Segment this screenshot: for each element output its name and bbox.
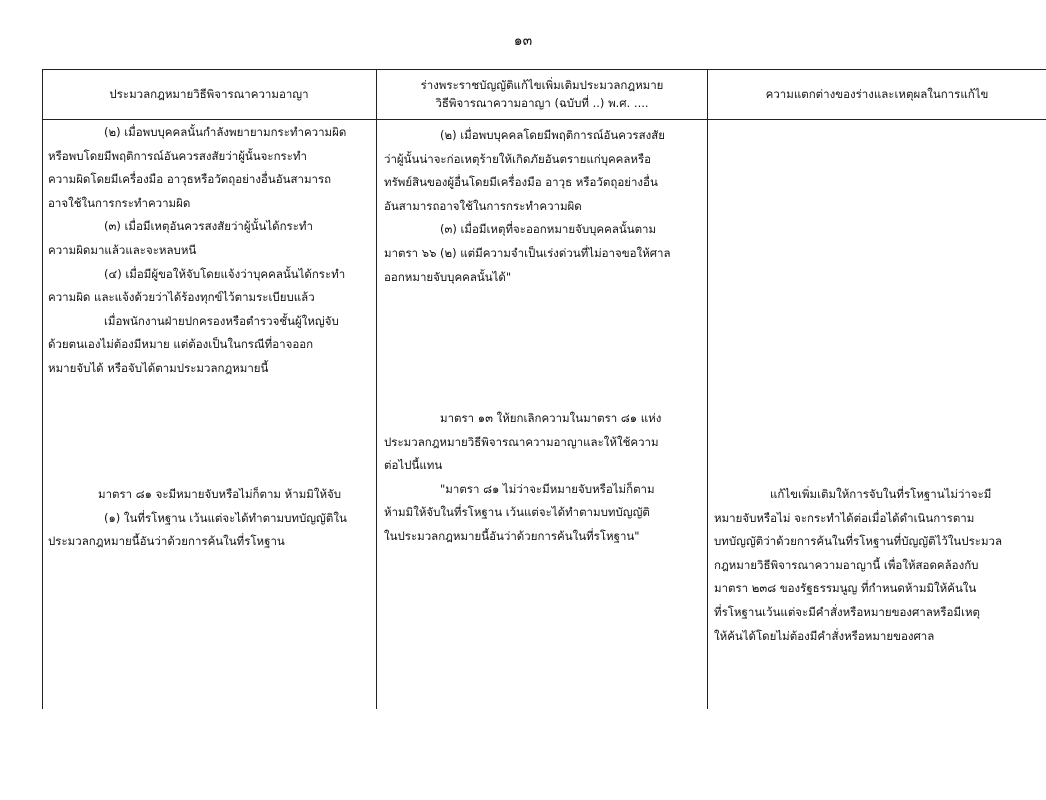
text-line: (๓) เมื่อมีเหตุอันควรสงสัยว่าผู้นั้นได้กระทำ (104, 219, 313, 234)
text-line: แก้ไขเพิ่มเติมให้การจับในที่รโหฐานไม่ว่าจะมี (770, 487, 992, 501)
header-differences-text: ความแตกต่างของร่างและเหตุผลในการแก้ไข (765, 87, 989, 101)
text-line: (๒) เมื่อพบบุคคลโดยมีพฤติการณ์อันควรสงสัย (440, 128, 665, 142)
header-draft-bill-line1: ร่างพระราชบัญญัติแก้ไขเพิ่มเติมประมวลกฎหมาย (420, 78, 664, 92)
text-line: ประมวลกฎหมายวิธีพิจารณาความอาญาและให้ใช้ความ (384, 434, 659, 449)
current-law-section-81 (48, 483, 347, 554)
text-line: ความผิดมาแล้วและจะหลบหนี (48, 242, 197, 257)
text-line: มาตรา ๘๑ จะมีหมายจับหรือไม่ก็ตาม ห้ามมิให้จับ (98, 487, 342, 501)
header-draft-bill-line2: วิธีพิจารณาความอาญา (ฉบับที่ ..) พ.ศ. .... (435, 96, 649, 110)
comparison-table (42, 69, 1046, 709)
page-number: ๑๓ (513, 33, 533, 49)
text-line: มาตรา ๖๖ (๒) แต่มีความจำเป็นเร่งด่วนที่ไม่อาจขอให้ศาล (384, 245, 671, 260)
text-line: ออกหมายจับบุคคลนั้นได้" (384, 269, 512, 284)
text-line: หมายจับหรือไม่ จะกระทำได้ต่อเมื่อได้ดำเนินการตาม (714, 510, 975, 525)
text-line: (๔) เมื่อมีผู้ขอให้จับโดยแจ้งว่าบุคคลนั้นได้กระทำ (104, 266, 346, 281)
text-line: มาตรา ๑๓ ให้ยกเลิกความในมาตรา ๘๑ แห่ง (440, 411, 662, 425)
text-line: อันสามารถอาจใช้ในการกระทำความผิด (384, 198, 582, 213)
text-line: ห้ามมิให้จับในที่รโหฐาน เว้นแต่จะได้ทำตามบทบัญญัติ (384, 505, 650, 520)
text-line: ประมวลกฎหมายนี้อันว่าด้วยการค้นในที่รโหฐาน (48, 534, 285, 549)
text-line: ในประมวลกฎหมายนี้อันว่าด้วยการค้นในที่รโหฐาน" (384, 528, 640, 543)
column-divider-1 (376, 69, 377, 709)
header-differences-reasons (708, 69, 1046, 119)
column-divider-2 (707, 69, 708, 709)
text-line: หมายจับได้ หรือจับได้ตามประมวลกฎหมายนี้ (48, 360, 269, 375)
header-current-law (42, 69, 376, 119)
text-line: อาจใช้ในการกระทำความผิด (48, 195, 191, 210)
text-line: ด้วยตนเองไม่ต้องมีหมาย แต่ต้องเป็นในกรณีที่อาจออก (48, 337, 314, 352)
header-draft-bill (377, 69, 707, 119)
text-line: ว่าผู้นั้นน่าจะก่อเหตุร้ายให้เกิดภัยอันตรายแก่บุคคลหรือ (384, 151, 652, 166)
text-line: หรือพบโดยมีพฤติการณ์อันควรสงสัยว่าผู้นั้นจะกระทำ (48, 148, 307, 163)
draft-bill-section-13 (384, 407, 661, 549)
text-line: บทบัญญัติว่าด้วยการค้นในที่รโหฐานที่บัญญัติไว้ในประมวล (714, 534, 1003, 549)
table-left-border (42, 69, 43, 709)
text-line: ทรัพย์สินของผู้อื่นโดยมีเครื่องมือ อาวุธ หรือวัตถุอย่างอื่น (384, 175, 658, 190)
text-line: (๑) ในที่รโหฐาน เว้นแต่จะได้ทำตามบทบัญญัติใน (104, 510, 347, 525)
text-line: ให้ค้นได้โดยไม่ต้องมีคำสั่งหรือหมายของศาล (714, 628, 935, 643)
current-law-block-1 (48, 121, 346, 381)
differences-reasons-block (714, 483, 1002, 648)
draft-bill-block-1 (384, 124, 671, 289)
text-line: (๓) เมื่อมีเหตุที่จะออกหมายจับบุคคลนั้นตาม (440, 222, 657, 237)
text-line: "มาตรา ๘๑ ไม่ว่าจะมีหมายจับหรือไม่ก็ตาม (440, 481, 655, 496)
text-line: กฎหมายวิธีพิจารณาความอาญานี้ เพื่อให้สอดคล้องกับ (714, 557, 979, 572)
header-current-law-text: ประมวลกฎหมายวิธีพิจารณาความอาญา (109, 87, 309, 101)
text-line: มาตรา ๒๓๘ ของรัฐธรรมนูญ ที่กำหนดห้ามมิให้ค้นใน (714, 581, 977, 596)
text-line: ความผิด และแจ้งด้วยว่าได้ร้องทุกข์ไว้ตามระเบียบแล้ว (48, 290, 315, 305)
text-line: เมื่อพนักงานฝ่ายปกครองหรือตำรวจชั้นผู้ใหญ่จับ (104, 313, 339, 328)
header-bottom-border (42, 119, 1046, 120)
text-line: ความผิดโดยมีเครื่องมือ อาวุธหรือวัตถุอย่างอื่นอันสามารถ (48, 172, 332, 187)
text-line: (๒) เมื่อพบบุคคลนั้นกำลังพยายามกระทำความผิด (104, 125, 347, 139)
text-line: ที่รโหฐานเว้นแต่จะมีคำสั่งหรือหมายของศาลหรือมีเหตุ (714, 604, 981, 619)
text-line: ต่อไปนี้แทน (384, 458, 443, 473)
